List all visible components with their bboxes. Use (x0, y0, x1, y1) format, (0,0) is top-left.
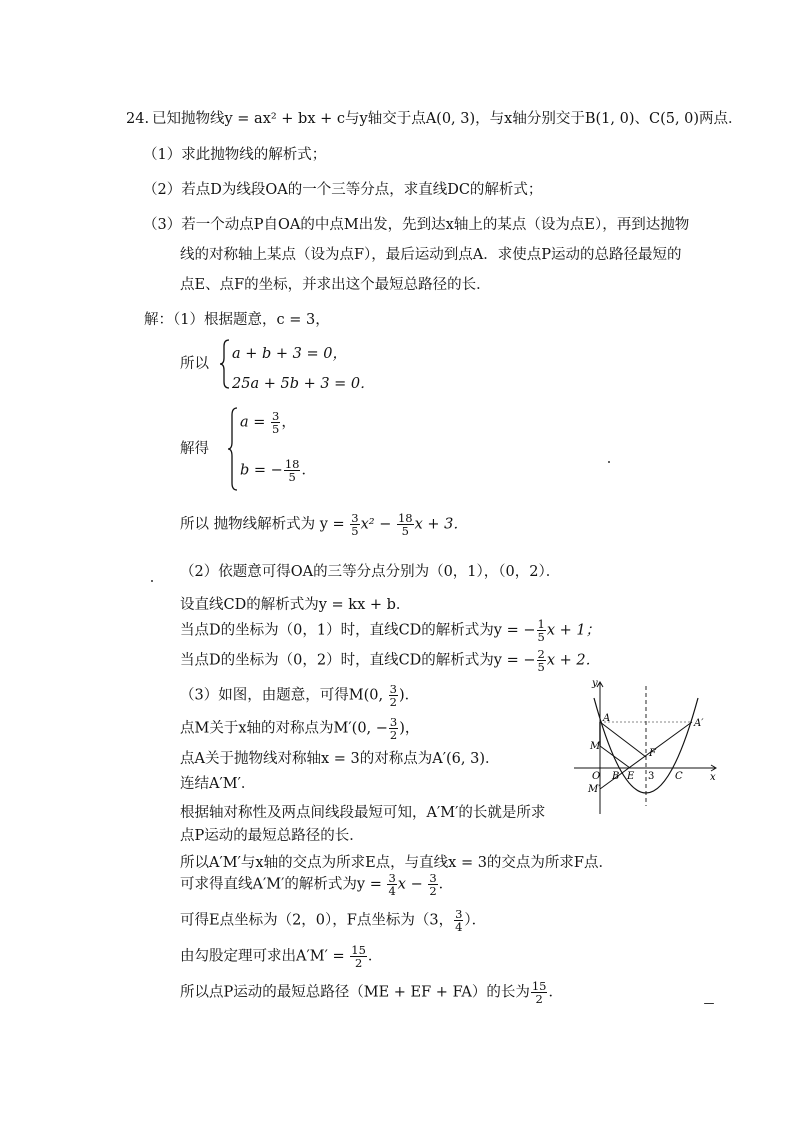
s3-line-11-tail: ． (548, 984, 563, 1001)
line-3-denominator: 5 (537, 630, 545, 645)
a-tail: ， (281, 414, 296, 431)
solution-a-row (240, 410, 296, 435)
solution-3-line-11 (180, 980, 563, 1005)
s3-line-8-middle: x − (397, 876, 428, 893)
s3-line-10-fraction (350, 944, 367, 969)
s3-line-8-fraction-2 (428, 872, 437, 897)
s3-line-9-prefix: 可得E点坐标为（2，0），F点坐标为（3， (180, 912, 454, 929)
result-prefix: 所以 抛物线解析式为 y = (180, 516, 350, 533)
s3-line-11-denominator: 2 (535, 992, 543, 1007)
s3-line-1-numerator: 3 (389, 682, 397, 696)
s3-line-1-prefix: （3）如图，由题意，可得M(0, (180, 687, 388, 704)
solution-2-line-4 (180, 648, 600, 673)
line-4-prefix: 当点D的坐标为（0，2）时，直线CD的解析式为y = − (180, 652, 536, 669)
label-b: B (612, 771, 620, 782)
equation-system-2 (226, 406, 346, 492)
b-tail: ． (301, 462, 316, 479)
s3-line-10-tail: ． (367, 948, 383, 965)
label-three: 3 (648, 771, 655, 782)
s3-line-2-fraction (389, 716, 398, 741)
result-numerator-2: 18 (397, 511, 413, 525)
scan-speck (151, 580, 153, 582)
result-denominator-1: 5 (351, 524, 359, 539)
solution-3-line-1 (180, 683, 419, 708)
b-fraction (284, 458, 301, 483)
s3-line-11-numerator: 15 (531, 979, 547, 993)
left-brace-icon (226, 406, 240, 492)
label-e: E (627, 771, 635, 782)
question-3-line-1: （3）若一个动点P自OA的中点M出发，先到达x轴上的某点（设为点E），再到达抛物 (143, 217, 690, 233)
s3-line-8-prefix: 可求得直线A′M′的解析式为y = (180, 876, 387, 893)
solution-3-line-8 (180, 872, 453, 897)
b-numerator: 18 (284, 457, 300, 471)
question-1: （1）求此抛物线的解析式； (143, 147, 327, 163)
system-1-eq-2: 25a + 5b + 3 = 0． (232, 376, 375, 392)
s3-line-11-prefix: 所以点P运动的最短总路径（ME + EF + FA）的长为 (180, 984, 530, 1001)
result-numerator-1: 3 (351, 511, 359, 525)
label-a: A (603, 713, 611, 724)
left-brace-icon (218, 338, 232, 390)
system-1-eq-1: a + b + 3 = 0， (232, 346, 347, 362)
solution-2-line-3 (180, 618, 600, 643)
solution-b-row (240, 458, 316, 483)
label-c: C (675, 771, 683, 782)
solution-3-line-3: 点A关于抛物线对称轴x = 3的对称点为A′(6, 3)． (180, 751, 500, 767)
equation-system-1 (218, 338, 375, 392)
s3-line-8-numerator-1: 3 (388, 871, 396, 885)
problem-number: 24. (126, 111, 150, 127)
s3-line-9-fraction (454, 908, 463, 933)
b-denominator: 5 (288, 470, 296, 485)
solution-3-line-10 (180, 944, 382, 969)
solution-3-line-6: 点P运动的最短总路径的长． (180, 828, 364, 844)
solution-3-line-5: 根据轴对称性及两点间线段最短可知，A′M′的长就是所求 (180, 805, 546, 821)
solution-3-line-9 (180, 908, 486, 933)
line-3-fraction (537, 618, 546, 643)
scan-speck (608, 461, 610, 463)
question-3-line-3: 点E、点F的坐标，并求出这个最短总路径的长． (180, 277, 491, 293)
s3-line-9-denominator: 4 (455, 920, 463, 935)
s3-line-10-numerator: 15 (351, 943, 366, 957)
line-3-tail: x + 1； (546, 622, 601, 639)
s3-line-8-denominator-2: 2 (429, 884, 437, 899)
result-middle: x² − (360, 516, 396, 533)
label-x: x (710, 772, 716, 783)
a-denominator: 5 (272, 422, 280, 437)
s3-line-10-denominator: 2 (354, 956, 363, 971)
label-f: F (649, 748, 656, 759)
result-denominator-2: 5 (401, 524, 409, 539)
question-2: （2）若点D为线段OA的一个三等分点，求直线DC的解析式； (143, 182, 543, 198)
solution-2-line-2: 设直线CD的解析式为y = kx + b． (180, 597, 411, 613)
solution-1-intro: 解：（1）根据题意，c = 3， (144, 312, 330, 328)
solution-3-line-7: 所以A′M′与x轴的交点为所求E点，与直线x = 3的交点为所求F点． (180, 855, 613, 871)
s3-line-10-prefix: 由勾股定理可求出A′M′ = (180, 948, 350, 965)
solution-3-line-2 (180, 716, 419, 741)
solution-2-line-1: （2）依题意可得OA的三等分点分别为（0，1），（0，2）． (180, 564, 561, 580)
s3-line-1-denominator: 2 (389, 695, 397, 710)
a-fraction (271, 410, 280, 435)
scan-speck (704, 1003, 714, 1004)
line-3-prefix: 当点D的坐标为（0，1）时，直线CD的解析式为y = − (180, 622, 536, 639)
solution-3-line-4: 连结A′M′． (180, 776, 256, 792)
s3-line-9-numerator: 3 (455, 907, 463, 921)
result-fraction-2 (397, 512, 414, 537)
result-fraction-1 (350, 512, 359, 537)
s3-line-2-denominator: 2 (389, 728, 398, 743)
problem-stem: 已知抛物线y = ax² + bx + c与y轴交于点A(0, 3)，与x轴分别交于B(1, 0)、C(5, 0)两点． (152, 111, 743, 127)
label-a-prime: A′ (694, 718, 704, 729)
s3-line-11-fraction (531, 980, 548, 1005)
parabola-figure (572, 676, 722, 818)
a-numerator: 3 (272, 409, 280, 423)
s3-line-8-fraction-1 (387, 872, 396, 897)
solution-1-suoyi: 所以 (180, 356, 209, 372)
s3-line-1-tail: )． (399, 687, 420, 704)
segment-me (600, 746, 630, 768)
line-4-numerator: 2 (537, 647, 545, 661)
line-3-numerator: 1 (537, 617, 545, 631)
s3-line-1-fraction (389, 683, 398, 708)
line-4-fraction (537, 648, 546, 673)
label-o: O (592, 771, 601, 782)
solution-1-result (180, 512, 468, 537)
result-tail: x + 3． (414, 516, 468, 533)
line-4-denominator: 5 (537, 660, 545, 675)
b-lhs: b = − (240, 462, 283, 479)
s3-line-2-numerator: 3 (389, 715, 398, 729)
s3-line-8-denominator-1: 4 (388, 884, 396, 899)
s3-line-9-tail: ）． (464, 912, 487, 929)
s3-line-2-prefix: 点M关于x轴的对称点为M′(0, − (180, 720, 388, 737)
s3-line-8-numerator-2: 3 (429, 871, 437, 885)
s3-line-2-tail: )， (399, 720, 420, 737)
a-lhs: a = (240, 414, 271, 431)
solution-1-jiede: 解得 (180, 441, 209, 457)
s3-line-8-tail: ． (438, 876, 454, 893)
question-3-line-2: 线的对称轴上某点（设为点F），最后运动到点A．求使点P运动的总路径最短的 (180, 247, 682, 263)
line-4-tail: x + 2． (546, 652, 601, 669)
label-m-prime: M′ (588, 784, 601, 795)
label-m: M (590, 741, 601, 752)
label-y: y (592, 678, 598, 689)
